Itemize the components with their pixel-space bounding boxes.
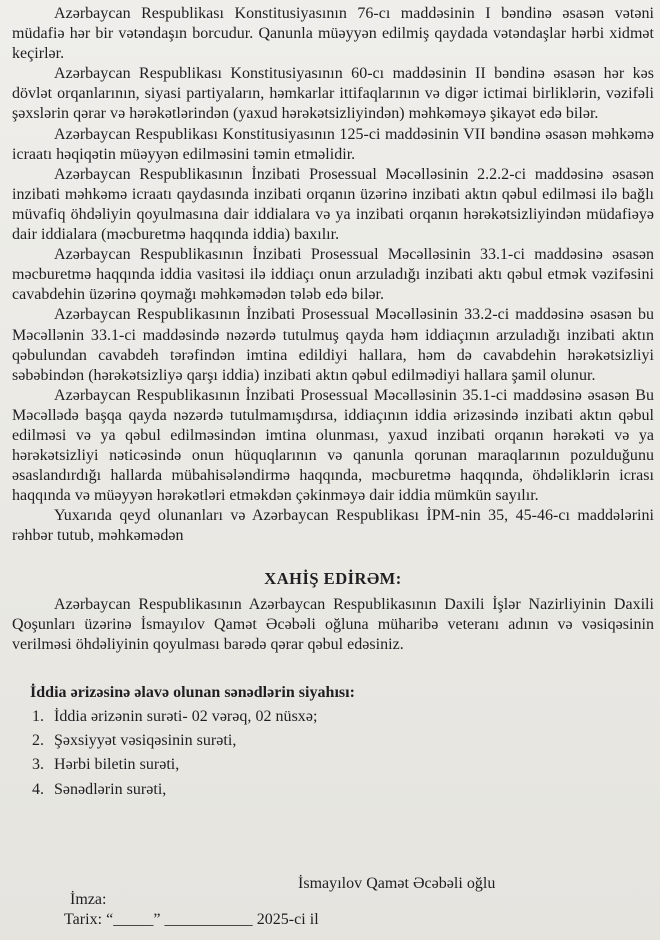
paragraph-4: Azərbaycan Respublikasının İnzibati Prosessual Məcəlləsinin 2.2.2-ci maddəsinə əsasən inzibati məhkəmə icraatı qaydasında inzibati orqanın üzərinə inzibati aktın qəbul edilməsi ilə bağlı müvafiq öhdəliyin qoyulmasına dair iddialara və ya inzibati orqanın hərəkətsizliyindən müdafiəyə dair iddialara (məcburetmə haqqında iddia) baxılır. xyxy=(12,165,654,244)
paragraph-8: Yuxarıda qeyd olunanları və Azərbaycan Respublikası İPM-nin 35, 45-46-cı maddələrini rəhbər tutub, məhkəmədən xyxy=(12,507,654,545)
paragraph-7: Azərbaycan Respublikasının İnzibati Prosessual Məcəlləsinin 35.1-ci maddəsinə əsasən Bu Məcəllədə başqa qayda nəzərdə tutulmamışdırsa, iddiaçının iddia ərizəsində inzibati aktın qəbul edilməsi və ya qəbul edilməsindən imtina olunması, yaxud inzibati orqanın hərəkəti və ya hərəkətsizliyi nəticəsində onun hüquqlarının və qanunla qorunan maraqlarının pozulduğunu əsaslandırdığı hallarda mübahisələndirmə haqqında, məcburetmə haqqında, öhdəliklərin icrası haqqında və müəyyən hərəkətləri etməkdən çəkinməyə dair iddia mümkün sayılır. xyxy=(12,386,654,505)
date-line: Tarix: “_____” ___________ 2025-ci il xyxy=(64,911,319,928)
paragraph-6: Azərbaycan Respublikasının İnzibati Prosessual Məcəlləsinin 33.2-ci maddəsinə əsasən bu Məcəllənin 33.1-ci maddəsində nəzərdə tutulmuş qayda həm iddiaçının arzuladığı inzibati aktın qəbulundan cavabdeh tərəfindən imtina edildiyi hallara, həm də cavabdehin hərəkətsizliyi səbəbindən (hərəkətsizliyə qarşı iddia) inzibati aktın qəbul edilmədiyi hallara şamil olunur. xyxy=(12,306,654,384)
attachments-list xyxy=(12,707,654,800)
paragraph-5: Azərbaycan Respublikasının İnzibati Prosessual Məcəlləsinin 33.1-ci maddəsinə əsasən məcburetmə haqqında iddia vasitəsi ilə iddiaçı onun arzuladığı inzibati aktı qəbul etmək vəzifəsini cavabdehin üzərinə qoymağı məhkəmədən tələb edə bilər. xyxy=(12,246,654,304)
signer-name: İsmayılov Qamət Əcəbəli oğlu xyxy=(298,875,496,892)
request-heading: XAHİŞ EDİRƏM: xyxy=(264,568,402,588)
list-item: 2. Şəxsiyyət vəsiqəsinin surəti, xyxy=(32,732,237,750)
attachments-title: İddia ərizəsinə əlavə olunan sənədlərin siyahısı: xyxy=(30,683,355,701)
signature-label: İmza: xyxy=(70,891,107,908)
paragraph-3: Azərbaycan Respublikası Konstitusiyasının 125-ci maddəsinin VII bəndinə əsasən məhkəmə icraatı həqiqətin müəyyən edilməsini təmin etməlidir. xyxy=(12,125,654,163)
list-item: 4. Sənədlərin surəti, xyxy=(32,780,167,798)
signature-block xyxy=(0,868,660,938)
paragraph-2: Azərbaycan Respublikası Konstitusiyasının 60-cı maddəsinin II bəndinə əsasən hər kəs dövlət orqanlarının, siyasi partiyaların, həmkarlar ittifaqlarının və digər ictimai birliklərin, vəzifəli şəxslərin qərar və hərəkətlərindən (yaxud hərəkətsizliyindən) məhkəməyə şikayət edə bilər. xyxy=(12,65,654,123)
request-paragraph: Azərbaycan Respublikasının Azərbaycan Respublikasının Daxili İşlər Nazirliyinin Daxili Qoşunları üzərinə İsmayılov Qamət Əcəbəli oğluna müharibə veteranı adının və vəsiqəsinin verilməsi öhdəliyinin qoyulması barədə qərar qəbul edəsiniz. xyxy=(12,595,654,653)
list-item: 3. Hərbi biletin surəti, xyxy=(32,756,180,774)
paragraph-1: Azərbaycan Respublikası Konstitusiyasının 76-cı maddəsinin I bəndinə əsasən vətəni müdafiə hər bir vətəndaşın borcudur. Qanunla müəyyən edilmiş qaydada vətəndaşlar hərbi xidmət keçirlər. xyxy=(12,5,654,63)
list-item: 1. İddia ərizənin surəti- 02 vərəq, 02 nüsxə; xyxy=(32,708,318,725)
